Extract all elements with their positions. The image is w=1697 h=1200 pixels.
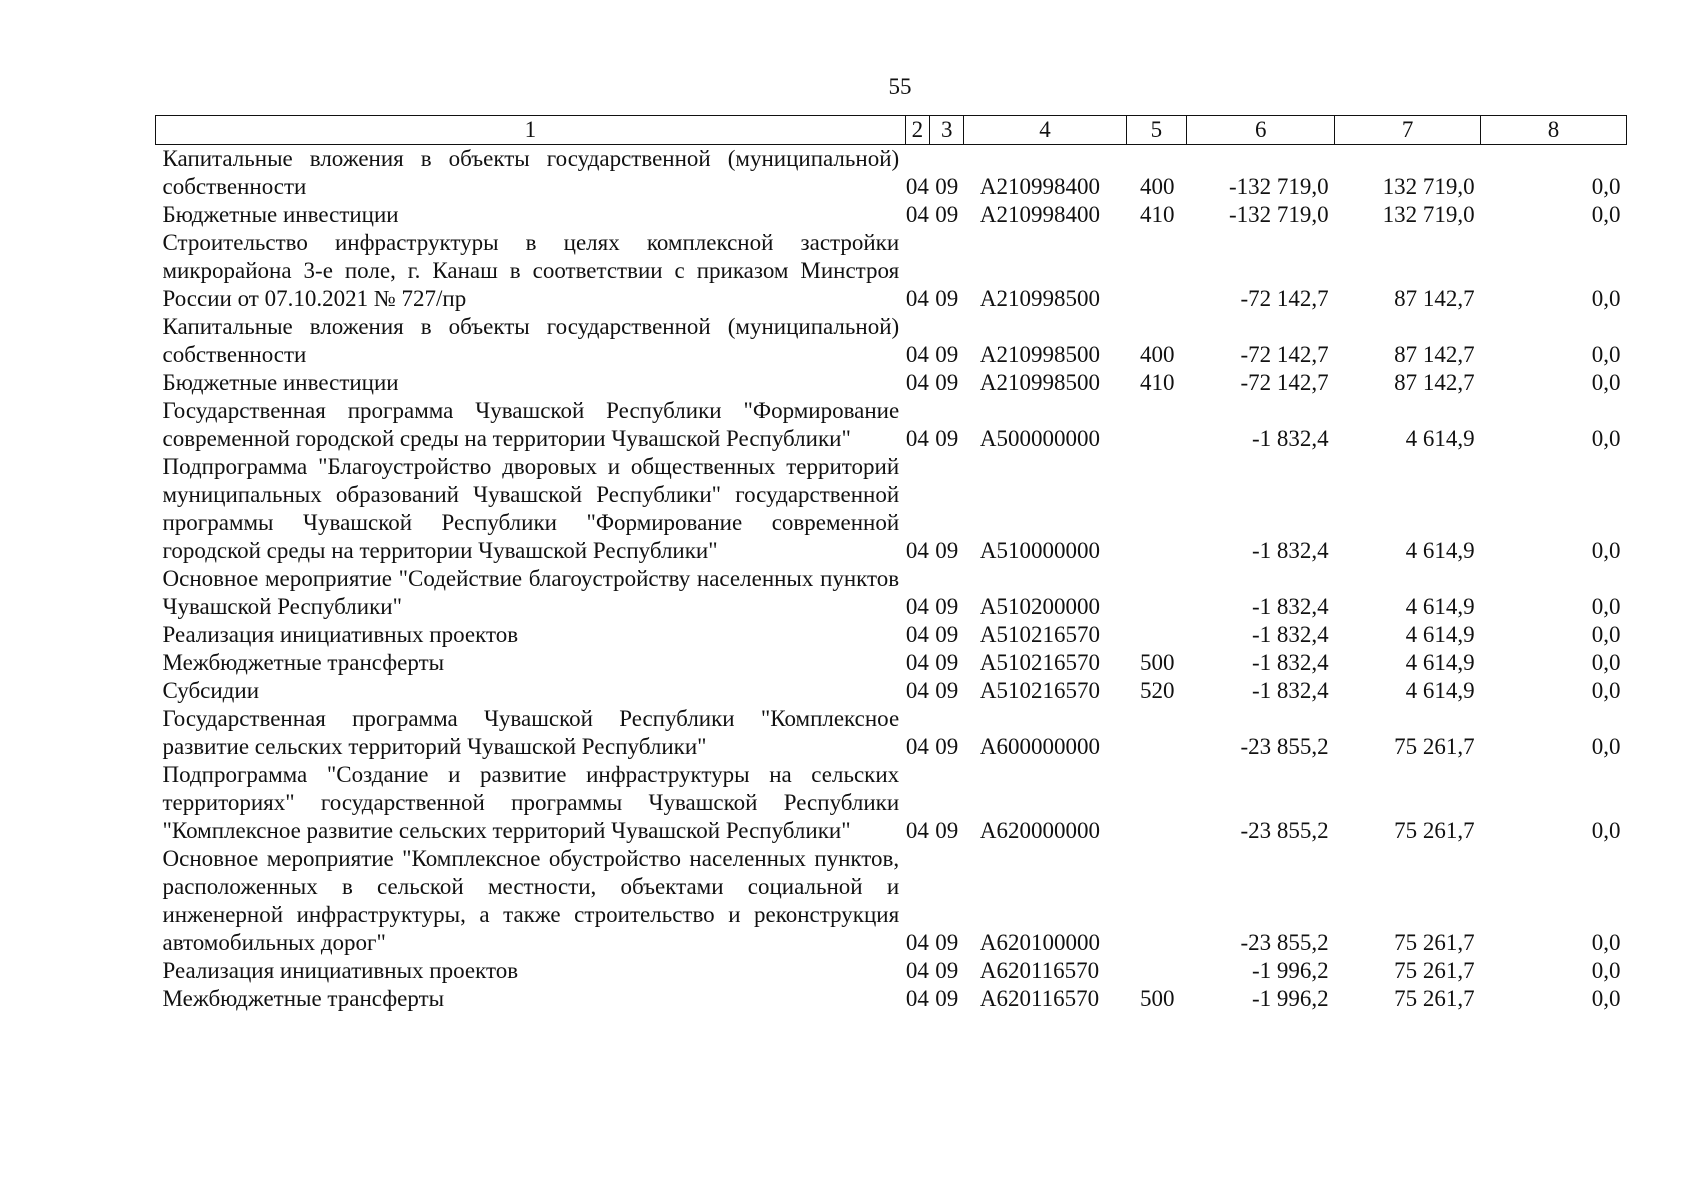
row-value-7: 87 142,7 [1394, 342, 1475, 367]
row-section: 04 [905, 650, 929, 675]
table-row [156, 369, 1627, 397]
row-subsection: 09 [935, 986, 959, 1011]
row-value-6: -1 832,4 [1252, 538, 1329, 563]
row-subsection: 09 [935, 538, 959, 563]
table-row [156, 397, 1627, 453]
row-target-code: A210998500 [979, 342, 1101, 367]
row-value-8: 0,0 [1591, 678, 1621, 703]
header-cell-8: 8 [1481, 116, 1627, 145]
row-value-8: 0,0 [1591, 370, 1621, 395]
row-value-7: 4 614,9 [1405, 678, 1475, 703]
row-name: Подпрограмма "Создание и развитие инфраструктуры на сельских территориях" государственной программы Чувашской Республики "Комплексное развитие сельских территорий Чувашской Республики" [162, 762, 900, 843]
row-value-6: -1 996,2 [1252, 958, 1329, 983]
row-value-7: 4 614,9 [1405, 622, 1475, 647]
row-section: 04 [905, 930, 929, 955]
row-value-7: 75 261,7 [1394, 734, 1475, 759]
row-value-8: 0,0 [1591, 930, 1621, 955]
row-value-7: 87 142,7 [1394, 286, 1475, 311]
row-subsection: 09 [935, 174, 959, 199]
row-section: 04 [905, 678, 929, 703]
row-expense-type: 410 [1140, 370, 1175, 395]
row-value-6: -72 142,7 [1240, 286, 1329, 311]
table-row [156, 957, 1627, 985]
table-row [156, 453, 1627, 565]
row-section: 04 [905, 594, 929, 619]
row-subsection: 09 [935, 286, 959, 311]
row-value-8: 0,0 [1591, 818, 1621, 843]
row-expense-type [1126, 397, 1187, 453]
row-target-code: A210998500 [979, 286, 1101, 311]
row-name: Капитальные вложения в объекты государственной (муниципальной) собственности [162, 146, 900, 199]
row-name: Межбюджетные трансферты [162, 986, 445, 1011]
row-expense-type [1126, 957, 1187, 985]
table-row [156, 313, 1627, 369]
row-subsection: 09 [935, 818, 959, 843]
row-expense-type: 500 [1140, 986, 1175, 1011]
row-value-8: 0,0 [1591, 594, 1621, 619]
row-name: Субсидии [162, 678, 260, 703]
table-row [156, 705, 1627, 761]
header-cell-5: 5 [1126, 116, 1187, 145]
header-cell-3: 3 [929, 116, 963, 145]
row-subsection: 09 [935, 202, 959, 227]
header-cell-2: 2 [905, 116, 929, 145]
row-name: Государственная программа Чувашской Республики "Комплексное развитие сельских территорий Чувашской Республики" [162, 706, 900, 759]
row-section: 04 [905, 286, 929, 311]
table-row [156, 621, 1627, 649]
row-target-code: A510216570 [979, 622, 1101, 647]
row-value-6: -132 719,0 [1229, 202, 1329, 227]
row-value-7: 75 261,7 [1394, 958, 1475, 983]
row-name: Капитальные вложения в объекты государственной (муниципальной) собственности [162, 314, 900, 367]
row-name: Реализация инициативных проектов [162, 958, 519, 983]
row-expense-type: 520 [1140, 678, 1175, 703]
row-value-8: 0,0 [1591, 286, 1621, 311]
row-subsection: 09 [935, 622, 959, 647]
page-number: 55 [888, 74, 912, 99]
header-cell-1: 1 [156, 116, 906, 145]
row-value-8: 0,0 [1591, 426, 1621, 451]
row-expense-type: 400 [1140, 342, 1175, 367]
row-target-code: A510200000 [979, 594, 1101, 619]
row-value-6: -1 832,4 [1252, 622, 1329, 647]
row-value-7: 132 719,0 [1382, 202, 1475, 227]
header-cell-6: 6 [1187, 116, 1335, 145]
row-value-8: 0,0 [1591, 202, 1621, 227]
row-target-code: A510216570 [979, 678, 1101, 703]
table-row [156, 229, 1627, 313]
row-section: 04 [905, 958, 929, 983]
row-value-6: -1 996,2 [1252, 986, 1329, 1011]
table-row [156, 761, 1627, 845]
row-section: 04 [905, 342, 929, 367]
budget-table [155, 115, 1627, 1013]
row-value-6: -23 855,2 [1240, 734, 1329, 759]
row-value-6: -72 142,7 [1240, 342, 1329, 367]
row-name: Государственная программа Чувашской Республики "Формирование современной городской среды на территории Чувашской Республики" [162, 398, 900, 451]
row-subsection: 09 [935, 594, 959, 619]
row-section: 04 [905, 734, 929, 759]
row-target-code: A600000000 [979, 734, 1101, 759]
row-target-code: A510216570 [979, 650, 1101, 675]
row-section: 04 [905, 538, 929, 563]
row-value-7: 87 142,7 [1394, 370, 1475, 395]
row-expense-type: 410 [1140, 202, 1175, 227]
row-expense-type [1126, 621, 1187, 649]
row-expense-type [1126, 453, 1187, 565]
row-subsection: 09 [935, 678, 959, 703]
row-target-code: A500000000 [979, 426, 1101, 451]
row-subsection: 09 [935, 930, 959, 955]
row-value-7: 4 614,9 [1405, 538, 1475, 563]
row-subsection: 09 [935, 342, 959, 367]
row-value-6: -1 832,4 [1252, 678, 1329, 703]
row-name: Реализация инициативных проектов [162, 622, 519, 647]
row-value-7: 4 614,9 [1405, 594, 1475, 619]
table-row [156, 985, 1627, 1013]
row-value-6: -132 719,0 [1229, 174, 1329, 199]
row-value-6: -1 832,4 [1252, 594, 1329, 619]
row-subsection: 09 [935, 426, 959, 451]
row-value-6: -23 855,2 [1240, 930, 1329, 955]
table-row [156, 649, 1627, 677]
row-target-code: A620000000 [979, 818, 1101, 843]
row-section: 04 [905, 202, 929, 227]
row-subsection: 09 [935, 370, 959, 395]
row-value-8: 0,0 [1591, 650, 1621, 675]
table-body [156, 145, 1627, 1014]
row-name: Подпрограмма "Благоустройство дворовых и общественных территорий муниципальных образований Чувашской Республики" государственной программы Чувашской Республики "Формирование современной городской среды на территории Чувашской Республики" [162, 454, 900, 563]
row-section: 04 [905, 986, 929, 1011]
row-value-6: -1 832,4 [1252, 650, 1329, 675]
row-value-6: -1 832,4 [1252, 426, 1329, 451]
header-row [156, 116, 1627, 145]
row-value-6: -23 855,2 [1240, 818, 1329, 843]
row-value-8: 0,0 [1591, 958, 1621, 983]
row-value-8: 0,0 [1591, 986, 1621, 1011]
row-name: Бюджетные инвестиции [162, 202, 399, 227]
table-header [156, 116, 1627, 145]
row-target-code: A620116570 [979, 986, 1100, 1011]
row-name: Основное мероприятие "Содействие благоустройству населенных пунктов Чувашской Республики" [162, 566, 900, 619]
row-target-code: A210998400 [979, 202, 1101, 227]
row-target-code: A510000000 [979, 538, 1101, 563]
row-expense-type: 500 [1140, 650, 1175, 675]
row-target-code: A620116570 [979, 958, 1100, 983]
row-section: 04 [905, 818, 929, 843]
row-value-7: 75 261,7 [1394, 986, 1475, 1011]
row-value-8: 0,0 [1591, 174, 1621, 199]
row-section: 04 [905, 174, 929, 199]
table-row [156, 677, 1627, 705]
row-value-8: 0,0 [1591, 734, 1621, 759]
row-name: Бюджетные инвестиции [162, 370, 399, 395]
row-value-8: 0,0 [1591, 342, 1621, 367]
row-expense-type [1126, 565, 1187, 621]
row-expense-type [1126, 761, 1187, 845]
header-cell-7: 7 [1335, 116, 1481, 145]
row-value-8: 0,0 [1591, 538, 1621, 563]
row-subsection: 09 [935, 650, 959, 675]
table-row [156, 201, 1627, 229]
row-expense-type [1126, 705, 1187, 761]
row-expense-type [1126, 229, 1187, 313]
row-expense-type: 400 [1140, 174, 1175, 199]
row-name: Межбюджетные трансферты [162, 650, 445, 675]
row-value-8: 0,0 [1591, 622, 1621, 647]
header-cell-4: 4 [964, 116, 1126, 145]
row-expense-type [1126, 845, 1187, 957]
row-target-code: A210998400 [979, 174, 1101, 199]
row-value-7: 75 261,7 [1394, 930, 1475, 955]
row-value-7: 132 719,0 [1382, 174, 1475, 199]
row-target-code: A210998500 [979, 370, 1101, 395]
table-row [156, 845, 1627, 957]
table-row [156, 145, 1627, 202]
row-section: 04 [905, 370, 929, 395]
table-row [156, 565, 1627, 621]
row-name: Основное мероприятие "Комплексное обустройство населенных пунктов, расположенных в сельской местности, объектами социальной и инженерной инфраструктуры, а также строительство и реконструкция автомобильных дорог" [162, 846, 900, 955]
row-subsection: 09 [935, 734, 959, 759]
row-subsection: 09 [935, 958, 959, 983]
row-section: 04 [905, 622, 929, 647]
row-value-7: 75 261,7 [1394, 818, 1475, 843]
row-section: 04 [905, 426, 929, 451]
row-value-7: 4 614,9 [1405, 426, 1475, 451]
row-value-7: 4 614,9 [1405, 650, 1475, 675]
row-target-code: A620100000 [979, 930, 1101, 955]
row-value-6: -72 142,7 [1240, 370, 1329, 395]
row-name: Строительство инфраструктуры в целях комплексной застройки микрорайона 3-е поле, г. Канаш в соответствии с приказом Минстроя России от 07.10.2021 № 727/пр [162, 230, 900, 311]
